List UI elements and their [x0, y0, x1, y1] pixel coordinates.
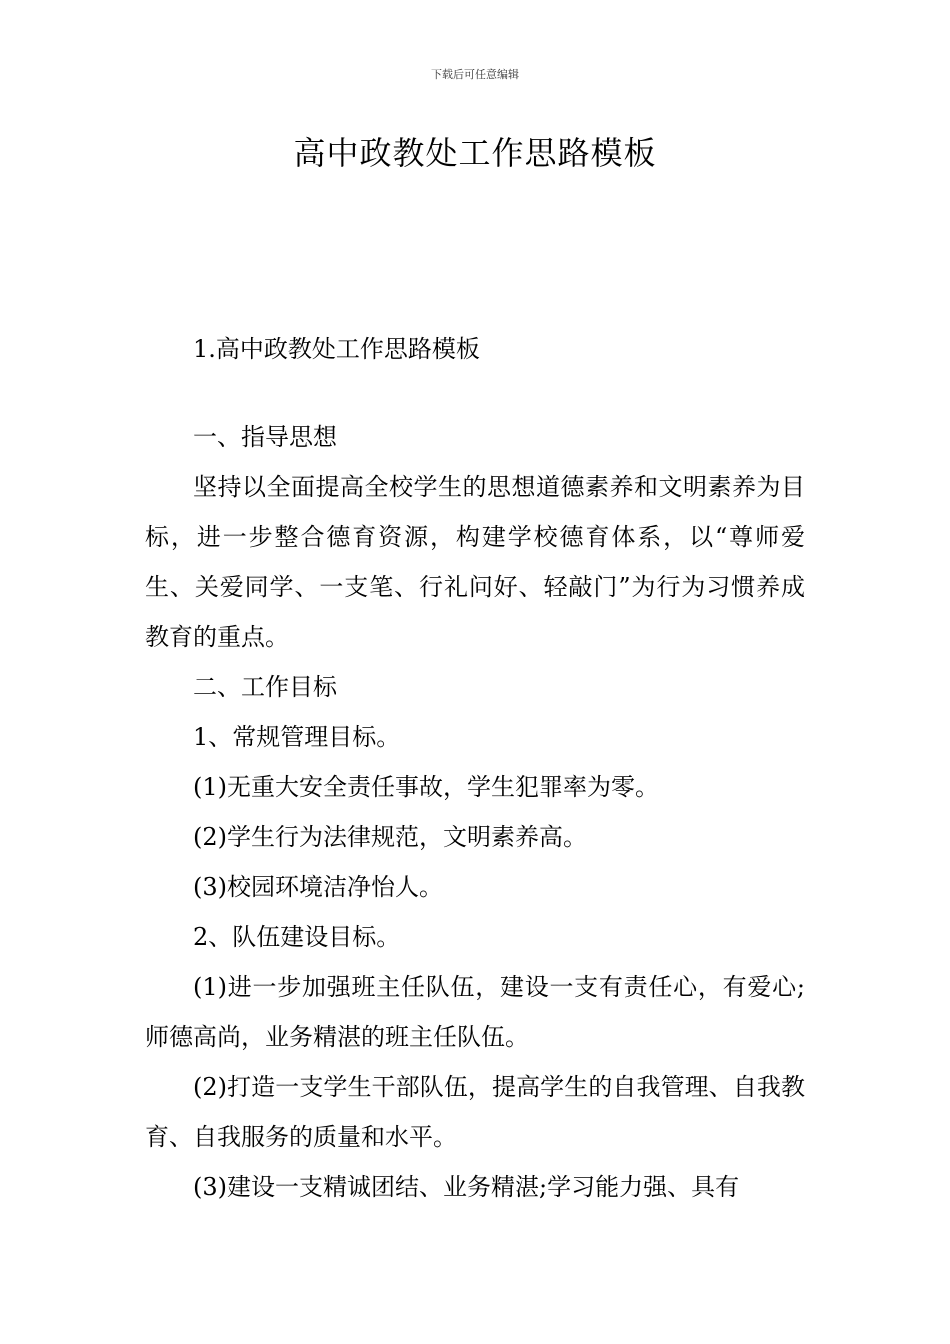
- list-item: (3)建设一支精诚团结、业务精湛;学习能力强、具有: [193, 1173, 740, 1201]
- list-item: (2)学生行为法律规范，文明素养高。: [193, 823, 587, 851]
- body-paragraph: 坚持以全面提高全校学生的思想道德素养和文明素养为目标，进一步整合德育资源，构建学校德育体系，以“尊师爱生、关爱同学、一支笔、行礼问好、轻敲门”为行为习惯养成教育的重点。: [145, 473, 805, 651]
- document-body: [145, 324, 805, 1212]
- list-item: (2)打造一支学生干部队伍，提高学生的自我管理、自我教育、自我服务的质量和水平。: [145, 1073, 805, 1151]
- spacer: [145, 374, 805, 412]
- list-item: (1)无重大安全责任事故，学生犯罪率为零。: [193, 773, 659, 801]
- section-heading: 1.高中政教处工作思路模板: [193, 335, 480, 363]
- list-item: (3)校园环境洁净怡人。: [193, 873, 443, 901]
- document-title: 高中政教处工作思路模板: [293, 134, 657, 172]
- subsection-heading: 2、队伍建设目标。: [193, 923, 401, 951]
- section-heading: 二、工作目标: [193, 673, 337, 701]
- list-item: (1)进一步加强班主任队伍，建设一支有责任心，有爱心;师德高尚，业务精湛的班主任队伍。: [145, 973, 805, 1051]
- header-note: 下载后可任意编辑: [431, 68, 519, 81]
- section-heading: 一、指导思想: [193, 423, 337, 451]
- subsection-heading: 1、常规管理目标。: [193, 723, 401, 751]
